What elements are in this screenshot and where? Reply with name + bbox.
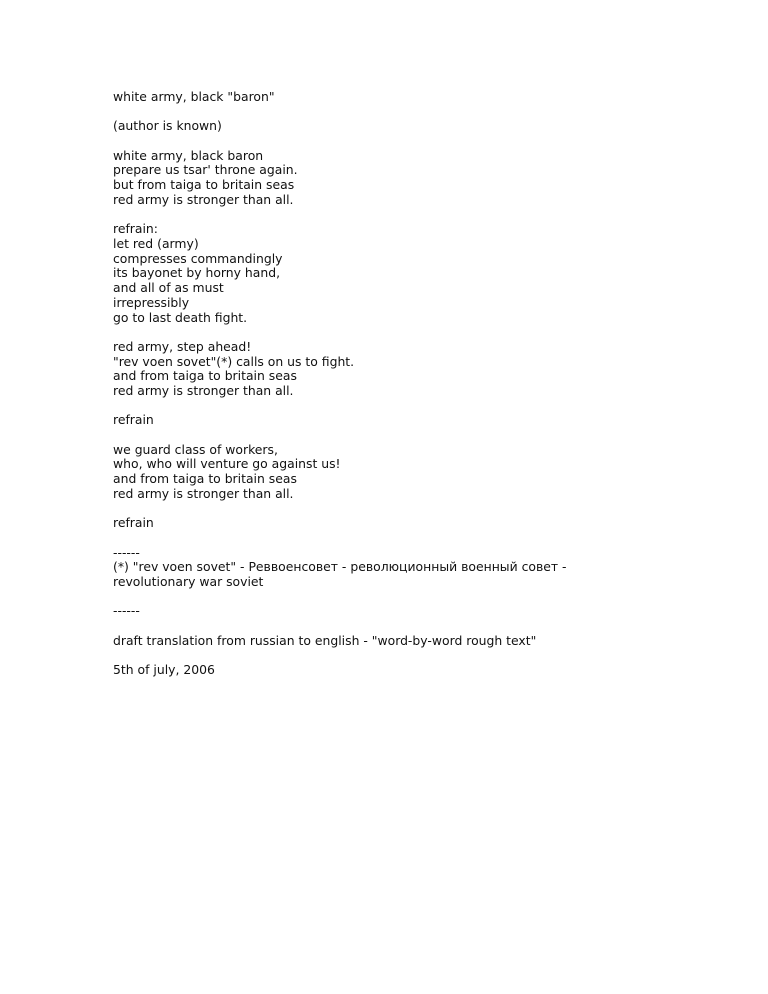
refrain-line: irrepressibly: [113, 294, 190, 310]
verse-line: and from taiga to britain seas: [113, 471, 297, 487]
verse-1: [113, 149, 733, 208]
verse-line: and from taiga to britain seas: [113, 368, 297, 384]
spacer: [113, 649, 733, 664]
verse-line: red army is stronger than all.: [113, 383, 294, 398]
spacer: [113, 619, 733, 634]
refrain-reference: refrain: [113, 412, 154, 428]
verse-2: [113, 340, 733, 399]
verse-line: white army, black baron: [113, 147, 264, 163]
verse-line: red army, step ahead!: [113, 338, 252, 354]
spacer: [113, 590, 733, 605]
verse-line: red army is stronger than all.: [113, 191, 294, 207]
verse-line: red army is stronger than all.: [113, 485, 294, 501]
refrain-line: and all of as must: [113, 280, 224, 296]
verse-line: "rev voen sovet"(*) calls on us to fight.: [113, 353, 355, 369]
refrain-line: its bayonet by horny hand,: [113, 265, 281, 281]
footnote-line: revolutionary war soviet: [113, 574, 264, 590]
author-note: (author is known): [113, 118, 222, 134]
refrain-line: go to last death fight.: [113, 309, 248, 325]
refrain-heading: refrain:: [113, 221, 158, 237]
document-body: [113, 90, 733, 678]
verse-line: prepare us tsar' throne again.: [113, 162, 298, 178]
document-title: white army, black "baron": [113, 89, 275, 104]
verse-line: but from taiga to britain seas: [113, 177, 295, 193]
separator: ------: [113, 603, 140, 619]
spacer: [113, 208, 733, 223]
spacer: [113, 531, 733, 546]
verse-line: who, who will venture go against us!: [113, 456, 341, 472]
verse-3: [113, 443, 733, 502]
refrain-reference: refrain: [113, 515, 154, 531]
document-date: 5th of july, 2006: [113, 662, 215, 678]
spacer: [113, 428, 733, 443]
translation-note: draft translation from russian to english - "word-by-word rough text": [113, 632, 537, 648]
spacer: [113, 134, 733, 149]
refrain-block: [113, 222, 733, 325]
spacer: [113, 325, 733, 340]
refrain-line: let red (army): [113, 235, 199, 251]
separator: ------: [113, 544, 140, 560]
spacer: [113, 399, 733, 414]
spacer: [113, 502, 733, 517]
refrain-line: compresses commandingly: [113, 250, 283, 266]
spacer: [113, 105, 733, 120]
footnote-line: (*) "rev voen sovet" - Реввоенсовет - революционный военный совет -: [113, 559, 567, 575]
verse-line: we guard class of workers,: [113, 441, 278, 457]
footnote: [113, 560, 733, 589]
